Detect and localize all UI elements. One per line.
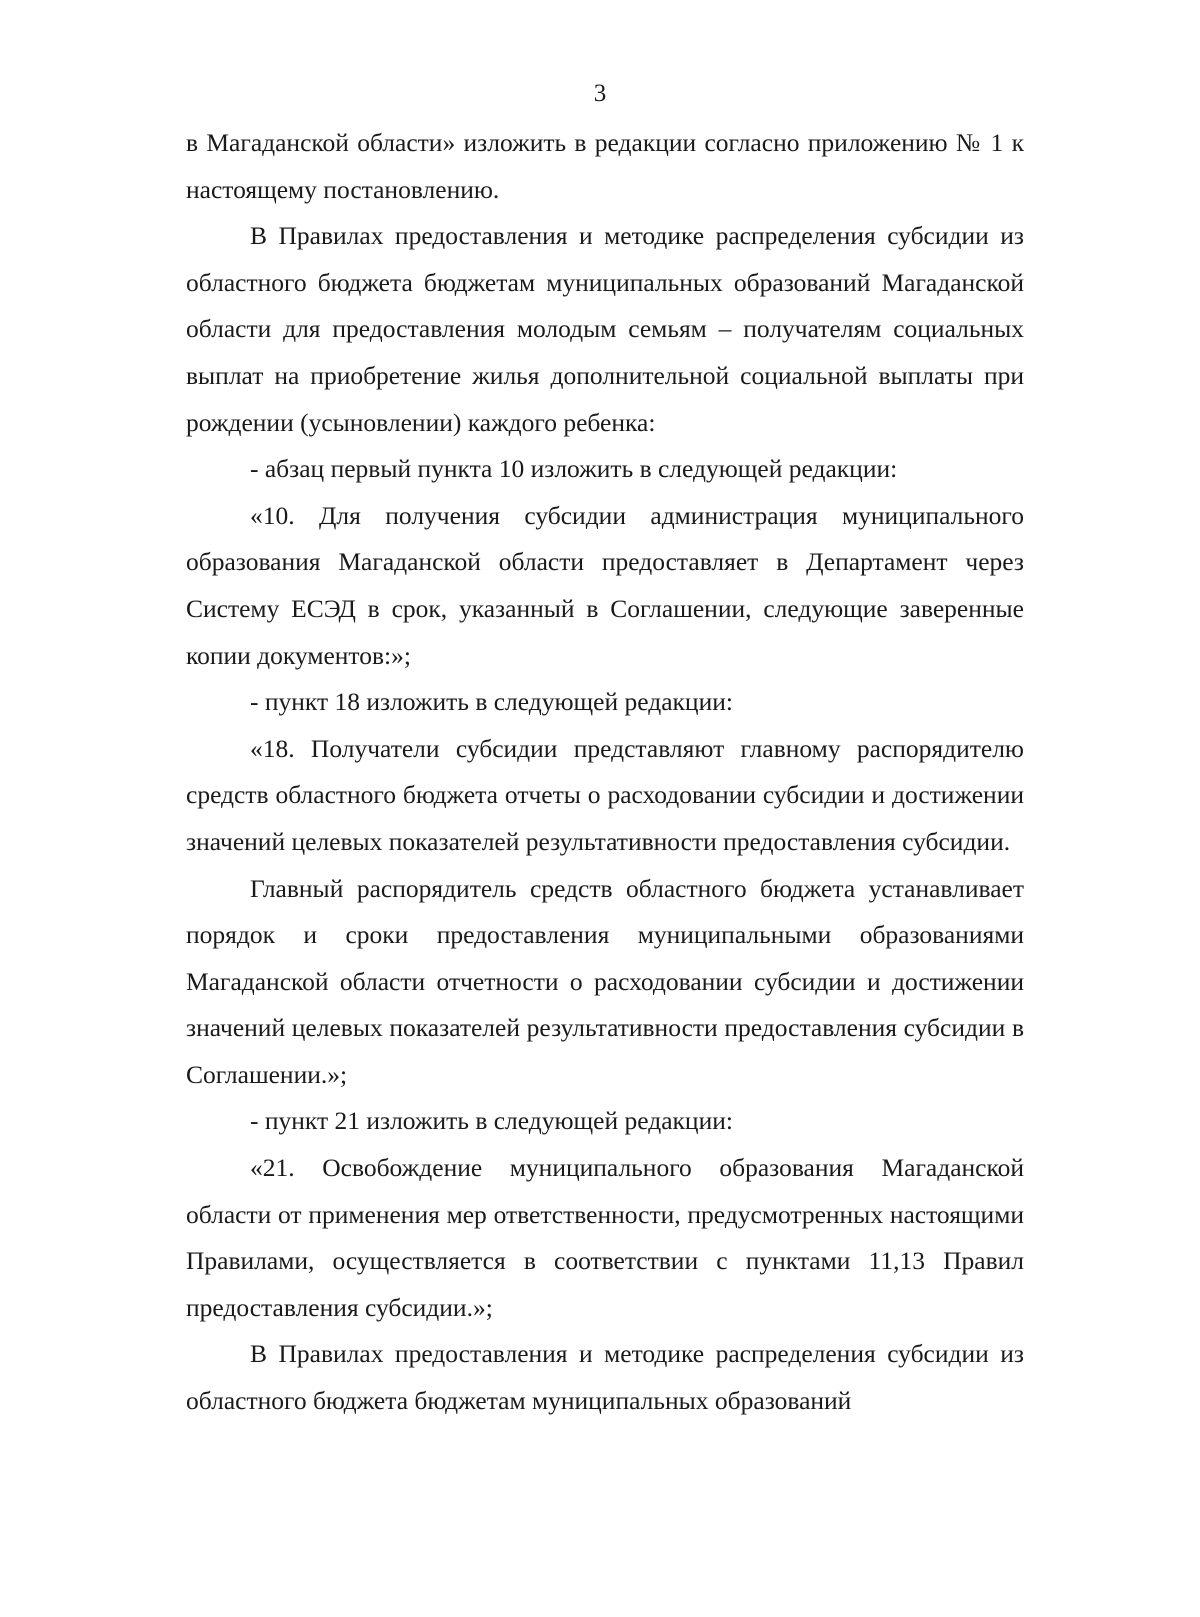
paragraph: «10. Для получения субсидии администрация муниципального образования Магаданской области предоставляет в Департамент через Систему ЕСЭД в срок, указанный в Соглашении, следующие заверенные копии документов:»; (186, 500, 1024, 670)
paragraph: - пункт 18 изложить в следующей редакции: (250, 687, 733, 717)
paragraph: «21. Освобождение муниципального образования Магаданской области от применения мер ответственности, предусмотренных настоящими Правилами, осуществляется в соответствии с пунктами 11,13 Правил предоставления субсидии.»; (186, 1153, 1024, 1322)
paragraph: - абзац первый пункта 10 изложить в следующей редакции: (250, 454, 898, 484)
document-body (186, 120, 1024, 1425)
paragraph: В Правилах предоставления и методике распределения субсидии из областного бюджета бюджетам муниципальных образований Магаданской области для предоставления молодым семьям – получателям социальных выплат на приобретение жилья дополнительной социальной выплаты при рождении (усыновлении) каждого ребенка: (186, 221, 1024, 437)
paragraph: - пункт 21 изложить в следующей редакции: (250, 1106, 733, 1136)
paragraph: в Магаданской области» изложить в редакции согласно приложению № 1 к настоящему постановлению. (186, 128, 1024, 204)
page-number: 3 (593, 80, 607, 107)
paragraph: В Правилах предоставления и методике распределения субсидии из областного бюджета бюджетам муниципальных образований (186, 1339, 1024, 1416)
paragraph: Главный распорядитель средств областного бюджета устанавливает порядок и сроки предоставления муниципальными образованиями Магаданской области отчетности о расходовании субсидии и достижении значений целевых показателей результативности предоставления субсидии в Соглашении.»; (186, 873, 1024, 1089)
paragraph: «18. Получатели субсидии представляют главному распорядителю средств областного бюджета отчеты о расходовании субсидии и достижении значений целевых показателей результативности предоставления субсидии. (186, 733, 1024, 856)
